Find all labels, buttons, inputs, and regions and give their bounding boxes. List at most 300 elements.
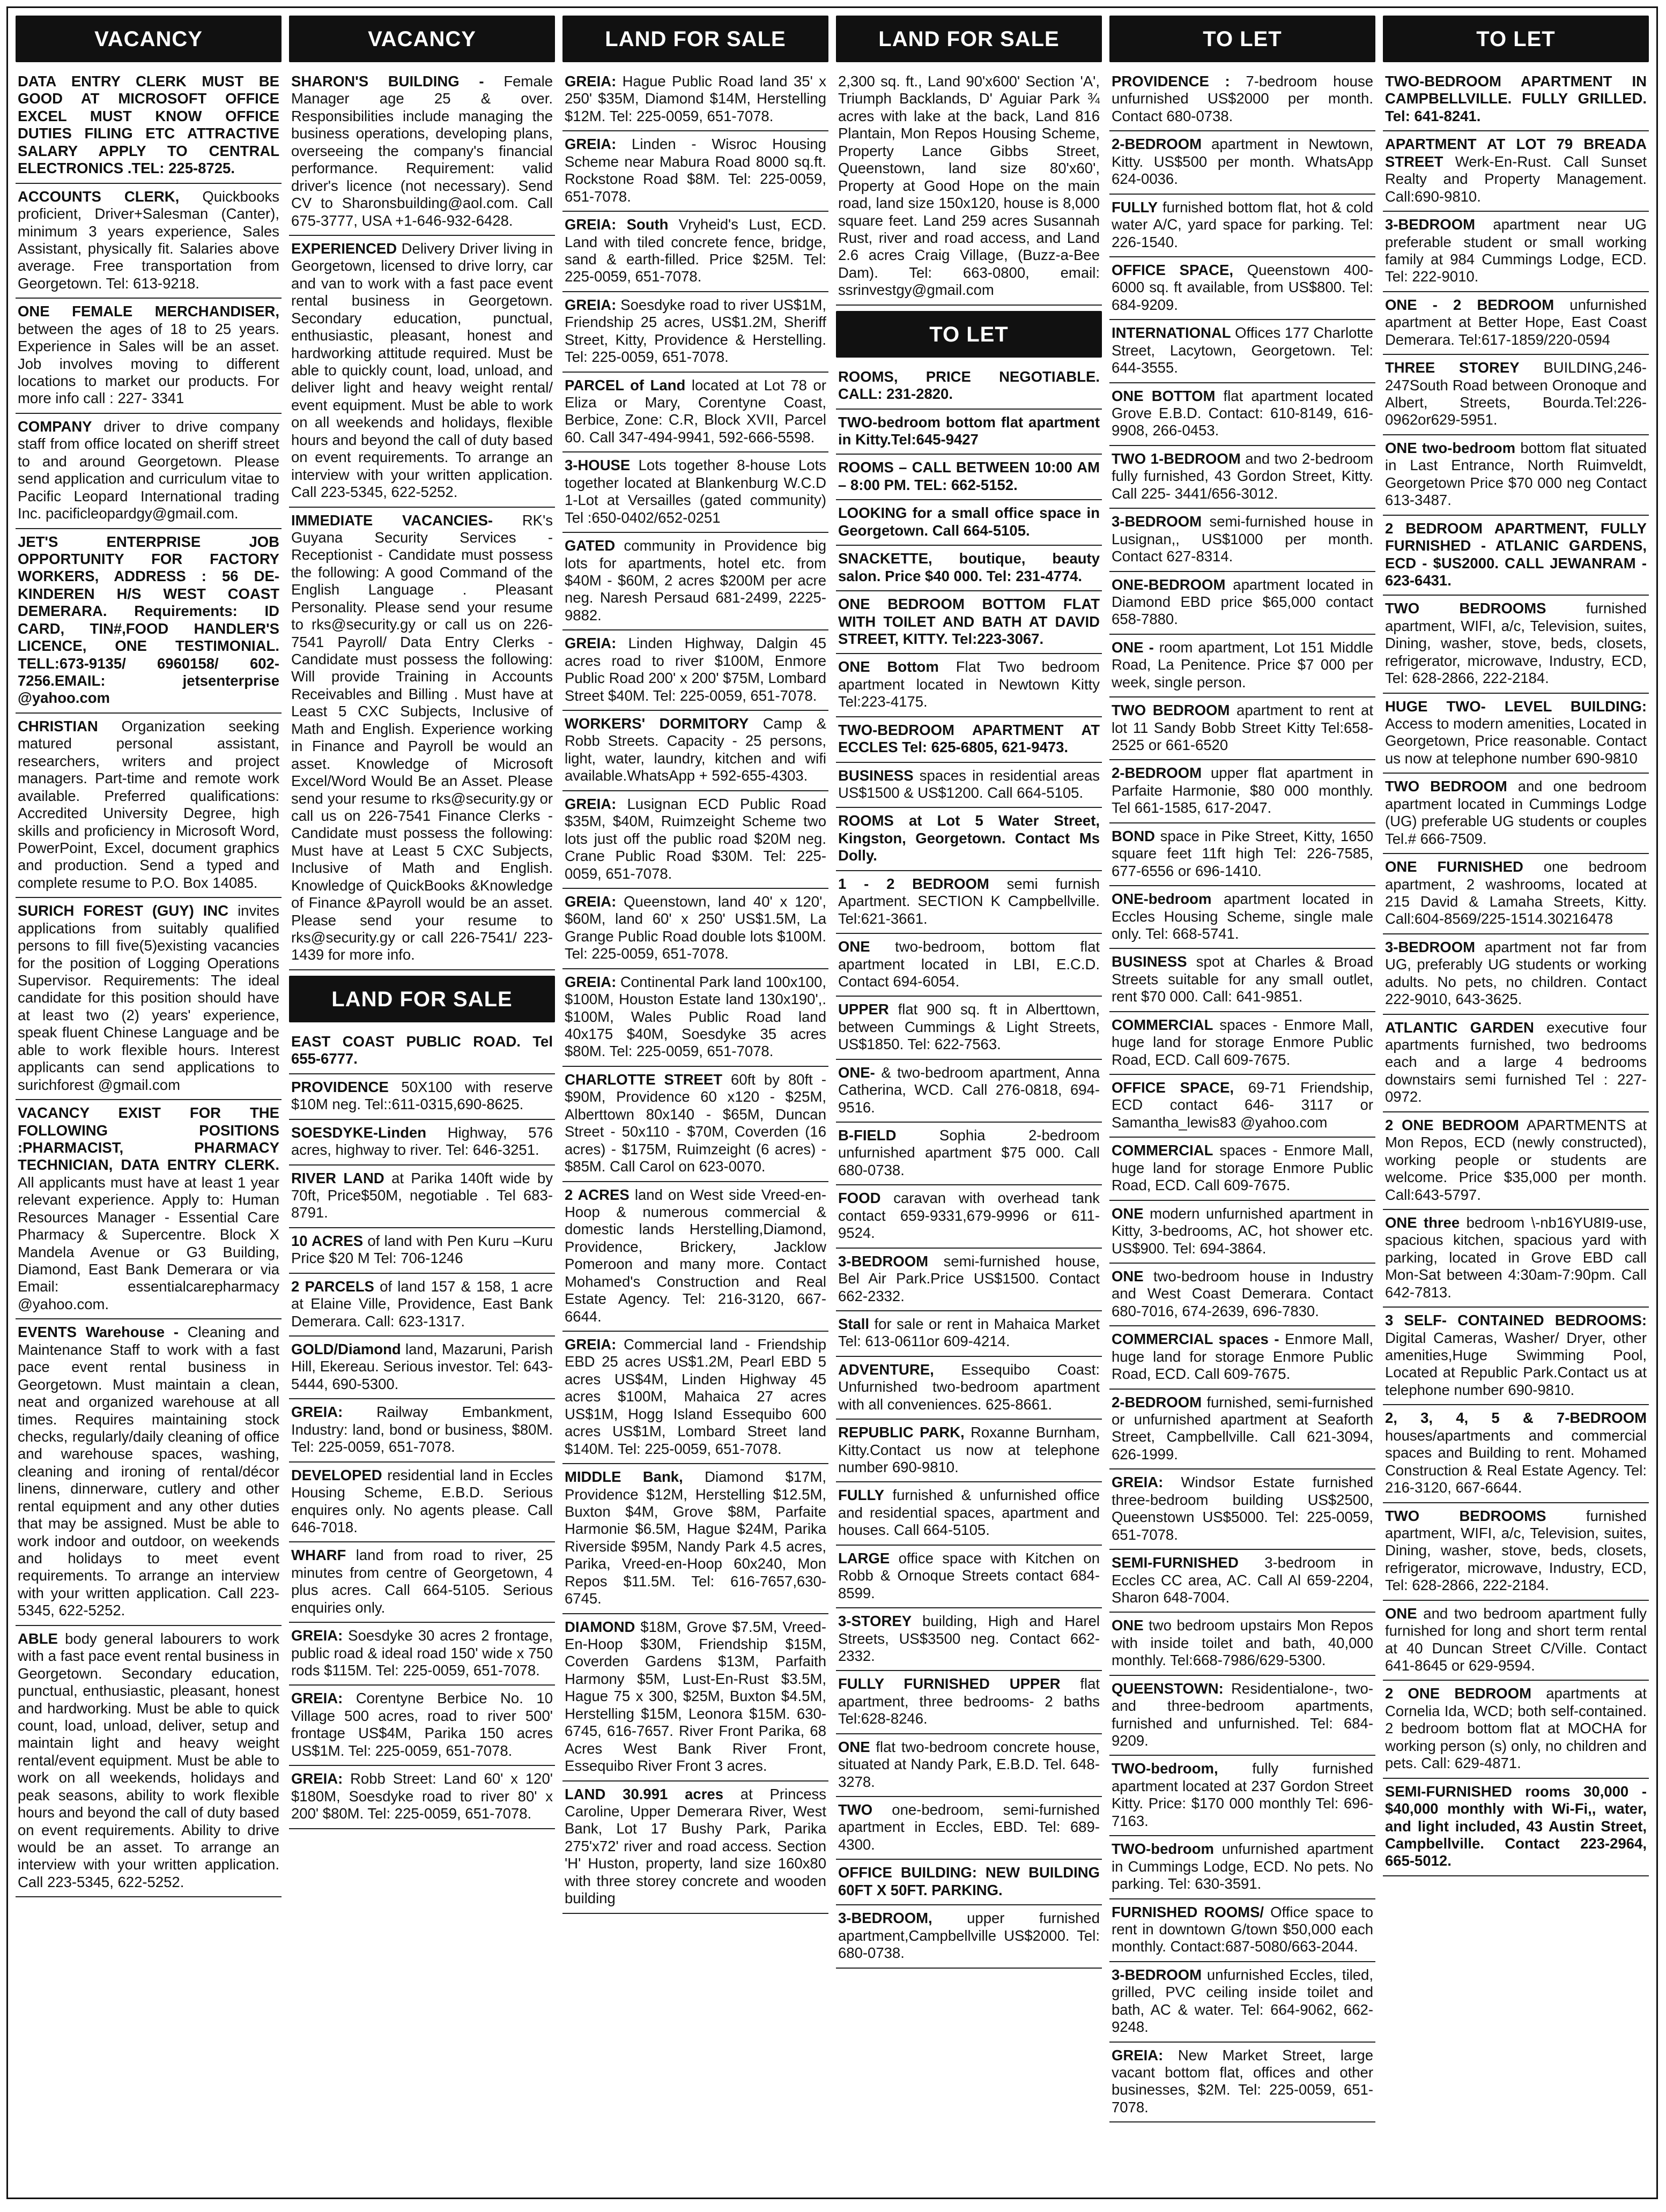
ad-text: Sophia 2-bedroom unfurnished apartment $75 000. Call 680-0738.	[838, 1127, 1100, 1178]
ad-text: Female Manager age 25 & over. Responsibilities include managing the business operations, developing plans, overseeing the company's financial performance. Requirement: valid driver's licence (not necessary). Send CV to Sharonsbuilding@aol.com. Call 675-3777, USA +1-646-932-6428.	[291, 73, 553, 229]
ad-lead: COMMERCIAL	[1112, 1016, 1213, 1033]
ad-list	[562, 69, 828, 1914]
ad-lead: REPUBLIC PARK,	[838, 1424, 965, 1441]
section-header: TO LET	[1383, 16, 1649, 62]
classified-ad	[16, 714, 282, 898]
classified-ad	[836, 1797, 1102, 1860]
ad-text: community in Providence big lots for apartments, hotel etc. from $40M - $60M, 2 acres $200M per acre neg. Naresh Persaud 681-2499, 2225-9882.	[565, 537, 827, 623]
ad-text: modern unfurnished apartment in Kitty, 3-bedrooms, AC, hot shower etc. US$900. Tel: 694-3864.	[1112, 1205, 1373, 1257]
ad-lead: WHARF	[291, 1547, 346, 1564]
ad-text: semi furnish Apartment. SECTION K Campbellville. Tel:621-3661.	[838, 875, 1100, 927]
ad-lead: PROVIDENCE :	[1112, 73, 1230, 90]
ad-lead: ONE	[1112, 1617, 1144, 1634]
classified-ad	[562, 1332, 828, 1464]
ad-lead: GREIA:	[1112, 1474, 1164, 1491]
ad-lead: DEVELOPED	[291, 1466, 382, 1483]
ad-lead: 3-BEDROOM	[1385, 938, 1476, 955]
ad-lead: TWO BEDROOMS	[1385, 1507, 1546, 1524]
ad-lead: TWO-BEDROOM APARTMENT IN CAMPBELLVILLE. FULLY GRILLED. Tel: 641-8241.	[1385, 73, 1647, 124]
column-3	[562, 16, 828, 2198]
classified-ad	[836, 1357, 1102, 1420]
ad-lead: PARCEL of Land	[565, 376, 686, 394]
classified-ad	[1109, 1550, 1375, 1613]
ad-text: flat two-bedroom concrete house, situated at Nandy Park, E.B.D. Tel. 648-3278.	[838, 1738, 1100, 1790]
classifieds-page	[6, 6, 1658, 2199]
classified-ad	[562, 452, 828, 533]
ad-text: spaces - Enmore Mall, huge land for storage Enmore Public Road, ECD. Call 609-7675.	[1112, 1142, 1373, 1194]
ad-lead: ROOMS at Lot 5 Water Street, Kingston, Georgetown. Contact Ms Dolly.	[838, 812, 1100, 864]
ad-lead: B-FIELD	[838, 1127, 897, 1144]
ad-lead: JET'S ENTERPRISE JOB OPPORTUNITY FOR FACTORY WORKERS, ADDRESS : 56 DE-KINDEREN H/S WEST COAST DEMERARA. Requirements: ID CARD, TIN#,FOOD HANDLER'S LICENCE, ONE TESTIMONIAL. TELL:673-9135/ 6960158/ 602-7256.EMAIL: jetsenterprise @yahoo.com	[18, 533, 279, 707]
classified-ad	[16, 69, 282, 184]
classified-ad	[1109, 320, 1375, 383]
ad-text: and one bedroom apartment located in Cummings Lodge (UG) preferable UG students or couples Tel.# 666-7509.	[1385, 778, 1647, 847]
ad-text: Lots together 8-house Lots together located at Blankenburg W.C.D 1-Lot at Versailles (gated community) Tel :650-0402/652-0251	[565, 457, 826, 526]
ad-text: 3-bedroom in Eccles CC area, AC. Call Al 659-2204, Sharon 648-7004.	[1112, 1554, 1373, 1606]
ad-lead: 2 BEDROOM APARTMENT, FULLY FURNISHED - ATLANIC GARDENS, ECD - $US2000. CALL JEWANRAM - 623-6431.	[1385, 519, 1647, 589]
classified-ad	[836, 1311, 1102, 1357]
ad-text: and two bedroom apartment fully furnished for long and short term rental at 40 Duncan Street C/Ville. Contact 641-8645 or 629-9594.	[1385, 1605, 1647, 1674]
ad-text: furnished & unfurnished office and residential spaces, apartment and houses. Call 664-5105.	[838, 1487, 1100, 1539]
ad-text: residential land in Eccles Housing Scheme, E.B.D. Serious enquires only. No agents please. Call 646-7018.	[291, 1466, 553, 1535]
classified-ad	[289, 1686, 555, 1766]
ad-text: RK's Guyana Security Services - Receptionist - Candidate must possess the following: A good Command of the English Language . Pleasant Personality. Please send your resume to rks@security.gy or call us on 226-7541 Payroll/ Data Entry Clerks - Candidate must possess the following: Will provide Training in Accounts Receivables and Billing . Must have at Least 5 CXC Subjects, Inclusive of Math and English. Experience working in Finance and Payroll be would an asset. Knowledge of Microsoft Excel/Word Would Be an Asset. Please send your resume to rks@security.gy or call us on 226-7541 Finance Clerks - Candidate must possess the following: Must have at Least 5 CXC Subjects, Inclusive of Math and English. Knowledge of QuickBooks &Knowledge of Finance &Payroll would be an asset. Please send your resume to rks@security.gy or call 226-7541/ 223-1439 for more info.	[291, 511, 553, 963]
ad-lead: OFFICE SPACE,	[1112, 1079, 1234, 1096]
ad-text: 50X100 with reserve $10M neg. Tel::611-0315,690-8625.	[291, 1078, 553, 1113]
ad-text: two bedroom upstairs Mon Repos with inside toilet and bath, 40,000 monthly. Tel:668-7986/629-5300.	[1112, 1617, 1374, 1669]
classified-ad	[1383, 1503, 1649, 1601]
ad-list	[16, 69, 282, 1897]
ad-text: flat apartment located Grove E.B.D. Contact: 610-8149, 616-9908, 266-0453.	[1112, 387, 1373, 439]
classified-ad	[16, 1100, 282, 1319]
classified-ad	[1383, 1210, 1649, 1308]
ad-lead: GATED	[565, 537, 616, 554]
classified-ad	[1109, 195, 1375, 257]
ad-lead: ROOMS – CALL BETWEEN 10:00 AM – 8:00 PM. TEL: 662-5152.	[838, 459, 1100, 493]
ad-lead: VACANCY EXIST FOR THE FOLLOWING POSITIONS :PHARMACIST, PHARMACY TECHNICIAN, DATA ENTRY CLERK.	[18, 1104, 279, 1174]
ad-text: space in Pike Street, Kitty, 1650 square feet 11ft high Tel: 226-7585, 677-6556 or 696-1410.	[1112, 827, 1373, 879]
classified-ad	[16, 184, 282, 299]
ad-lead: 2 ONE BEDROOM	[1385, 1685, 1531, 1702]
classified-ad	[562, 131, 828, 212]
classified-ad	[562, 1782, 828, 1914]
classified-ad	[289, 1623, 555, 1686]
section-header: VACANCY	[289, 16, 555, 62]
ad-list	[836, 69, 1102, 306]
ad-lead: ONE	[838, 1738, 870, 1755]
ad-text: located at Lot 78 or Eliza or Mary, Corentyne Coast, Berbice, Zone: C.R, Block XVII, Parcel 60. Call 347-494-9941, 592-666-5598.	[565, 376, 826, 446]
classified-ad	[1109, 446, 1375, 509]
ad-text: Cleaning and Maintenance Staff to work with a fast pace event rental business in Georgetown. Must maintain a clean, neat and organized warehouse at all times. Requires maintaining stock checks, regularly/daily cleaning of office and warehouse spaces, washing, cleaning and ironing of rental/décor linens, dinnerware, cutlery and other rental equipment and any other duties that may be assigned. Must be able to work indoor and outdoor, on weekends and holidays to meet event requirements. To arrange an interview with your written application. Call 223-5345, 622-5252.	[18, 1324, 280, 1619]
classified-ad	[289, 1074, 555, 1120]
ad-lead: OFFICE BUILDING: NEW BUILDING 60FT X 50FT. PARKING.	[838, 1864, 1100, 1898]
classified-ad	[1109, 949, 1375, 1012]
ad-text: apartment not far from UG, preferably UG students or working adults. No pets, no children. Contact 222-9010, 643-3625.	[1385, 938, 1647, 1008]
ad-list	[836, 364, 1102, 1969]
ad-text: Essequibo Coast: Unfurnished two-bedroom apartment with all conveniences. 625-8661.	[838, 1361, 1100, 1413]
ad-lead: GREIA:	[565, 73, 617, 90]
ad-text: unfurnished apartment in Cummings Lodge, ECD. No pets. No parking. Tel: 630-3591.	[1112, 1840, 1373, 1892]
classified-ad	[289, 1766, 555, 1829]
classified-ad	[1109, 697, 1375, 760]
classified-ad	[1109, 1899, 1375, 1962]
ad-text: spaces in residential areas US$1500 & US$1200. Call 664-5105.	[838, 767, 1100, 801]
classified-ad	[562, 373, 828, 453]
ad-list	[289, 1029, 555, 1829]
ad-text: Vryheid's Lust, ECD. Land with tiled concrete fence, bridge, sand & earth-filled. Price $25M. Tel: 225-0059, 651-7078.	[565, 216, 826, 285]
classified-ad	[1109, 1075, 1375, 1138]
classified-ad	[1383, 934, 1649, 1015]
ad-lead: ONE	[1112, 1267, 1144, 1285]
ad-text: two-bedroom house in Industry and West Coast Demerara. Contact 680-7016, 674-2639, 696-7830.	[1112, 1267, 1374, 1319]
ad-lead: GOLD/Diamond	[291, 1341, 401, 1357]
ad-text: Hague Public Road land 35' x 250' $35M, Diamond $14M, Herstelling $12M. Tel: 225-0059, 651-7078.	[565, 73, 827, 124]
classified-ad	[289, 1337, 555, 1399]
ad-text: land, Mazaruni, Parish Hill, Ekereau. Serious investor. Tel: 643-5444, 690-5300.	[291, 1341, 553, 1392]
ad-lead: ONE three	[1385, 1214, 1460, 1231]
section-header: TO LET	[1109, 16, 1375, 62]
ad-lead: 3-BEDROOM	[1112, 1966, 1202, 1983]
ad-lead: LARGE	[838, 1549, 890, 1567]
ad-lead: RIVER LAND	[291, 1169, 384, 1186]
ad-text: spaces - Enmore Mall, huge land for storage Enmore Public Road, ECD. Call 609-7675.	[1112, 1016, 1373, 1068]
classified-ad	[1109, 1201, 1375, 1264]
ad-lead: LAND 30.991 acres	[565, 1785, 723, 1802]
ad-text: All applicants must have at least 1 year relevant experience. Apply to: Human Resources Manager - Essential Care Pharmacy & Supercentre. Block X Mandela Avenue or G3 Building, Diamond, East Bank Demerara or via Email: essentialcarepharmacy @yahoo.com.	[18, 1174, 279, 1312]
ad-text: bedroom \-nb16YU8I9-use, spacious kitchen, spacious yard with parking, located in Grove EBD call Mon-Sat between 4:30am-7:90pm. Call 642-7813.	[1385, 1214, 1647, 1301]
ad-lead: TWO	[838, 1801, 873, 1818]
classified-ad	[1109, 823, 1375, 886]
classified-ad	[289, 1166, 555, 1228]
ad-lead: FULLY FURNISHED UPPER	[838, 1675, 1061, 1693]
classified-ad	[16, 898, 282, 1100]
ad-text: two-bedroom, bottom flat apartment located in LBI, E.C.D. Contact 694-6054.	[838, 938, 1100, 990]
ad-text: at Princess Caroline, Upper Demerara River, West Bank, Lot 17 Bushy Park, Parika 275'x72' river and road access. Section 'H' Huston, property, land size 160x80 with three storey concrete and wooden building	[565, 1785, 826, 1907]
classified-ad	[289, 1274, 555, 1337]
ad-text: Lusignan ECD Public Road $35M, $40M, Ruimzeight Scheme two lots just off the public road $20M neg. Crane Public Road $30M. Tel: 225-0059, 651-7078.	[565, 795, 827, 882]
classified-ad	[836, 1060, 1102, 1123]
section-header: LAND FOR SALE	[836, 16, 1102, 62]
ad-text: 69-71 Friendship, ECD contact 646- 3117 or Samantha_lewis83 @yahoo.com	[1112, 1079, 1373, 1131]
classified-ad	[1383, 1015, 1649, 1112]
classified-ad	[1109, 760, 1375, 823]
ad-list	[1109, 69, 1375, 2122]
ad-lead: TWO-bedroom	[1112, 1840, 1214, 1858]
ad-lead: ONE Bottom	[838, 658, 939, 676]
ad-text: Soesdyke 30 acres 2 frontage, public road & ideal road 150' wide x 750 rods $115M. Tel: 225-0059, 651-7078.	[291, 1627, 553, 1679]
ad-text: upper furnished apartment,Campbellville US$2000. Tel: 680-0738.	[838, 1910, 1100, 1962]
ad-text: Highway, 576 acres, highway to river. Tel: 646-3251.	[291, 1124, 553, 1159]
classified-ad	[836, 871, 1102, 934]
ad-lead: ACCOUNTS CLERK,	[18, 188, 180, 205]
ad-lead: 2, 3, 4, 5 & 7-BEDROOM	[1385, 1409, 1647, 1427]
classified-ad	[836, 1671, 1102, 1734]
ad-lead: TWO BEDROOMS	[1385, 600, 1546, 617]
ad-text: room apartment, Lot 151 Middle Road, La Penitence. Price $7 000 per week, single person.	[1112, 639, 1374, 691]
ad-lead: 3 SELF- CONTAINED BEDROOMS:	[1385, 1312, 1647, 1329]
ad-text: Werk-En-Rust. Call Sunset Realty and Property Management. Call:690-9810.	[1385, 153, 1647, 205]
ad-text: apartments at Cornelia Ida, WCD; both self-contained. 2 bedroom bottom flat at MOCHA for working person (s) only, no children and pets. Call: 629-4871.	[1385, 1685, 1647, 1772]
ad-text: fully furnished apartment located at 237 Gordon Street Kitty. Price: $170 000 monthly Tel: 696-7163.	[1112, 1760, 1373, 1829]
classified-ad	[836, 591, 1102, 654]
ad-lead: ONE FEMALE MERCHANDISER,	[18, 303, 279, 320]
ad-text: for sale or rent in Mahaica Market Tel: 613-0611or 609-4214.	[838, 1315, 1100, 1350]
ad-text: Office space to rent in downtown G/town $50,000 each monthly. Contact:687-5080/663-2044.	[1112, 1903, 1374, 1955]
ad-lead: ATLANTIC GARDEN	[1385, 1019, 1534, 1036]
ad-lead: HUGE TWO- LEVEL BUILDING:	[1385, 697, 1647, 715]
ad-lead: ONE	[838, 938, 870, 955]
classified-ad	[1383, 854, 1649, 934]
ad-text: semi-furnished house, Bel Air Park.Price US$1500. Contact 662-2332.	[838, 1252, 1100, 1304]
ad-text: office space with Kitchen on Robb & Ornoque Streets contact 684-8599.	[838, 1549, 1100, 1601]
classified-ad	[836, 997, 1102, 1059]
ad-lead: TWO 1-BEDROOM	[1112, 450, 1241, 467]
ad-lead: 3-STOREY	[838, 1613, 912, 1630]
ad-lead: 1 - 2 BEDROOM	[838, 875, 989, 892]
ad-text: Camp & Robb Streets. Capacity - 25 persons, light, water, laundry, kitchen and wifi available.WhatsApp + 592-655-4303.	[565, 715, 826, 784]
classified-ad	[1383, 1405, 1649, 1503]
ad-lead: 2-BEDROOM	[1112, 764, 1202, 782]
classified-ad	[562, 1614, 828, 1782]
classified-ad	[836, 934, 1102, 997]
ad-lead: ONE - 2 BEDROOM	[1385, 296, 1554, 313]
ad-text: 2,300 sq. ft., Land 90'x600' Section 'A', Triumph Backlands, D' Aguiar Park ¾ acres with lake at the back, Land 816 Plantain, Mon Repos Housing Scheme, Property Lance Gibbs Street, Queenstown, land size 80'x60', Property at Good Hope on the main road, land size 150x120, house is 8,000 square feet. Land 259 acres Susannah Rust, river and road access, and Land 2.6 acres Craig Village, (Buzz-a-Bee Dam). Tel: 663-0800, email: ssrinvestgy@gmail.com	[838, 73, 1100, 299]
ad-text: Commercial land - Friendship EBD 25 acres US$1.2M, Pearl EBD 5 acres US$4M, Linden Highway 45 acres $100M, Mahaica 27 acres US$1M, Hogg Island Essequibo 600 acres US$1M, Lombard Street land $140M. Tel: 225-0059, 651-7078.	[565, 1336, 827, 1457]
classified-ad	[289, 1463, 555, 1543]
ad-text: Linden Highway, Dalgin 45 acres road to river $100M, Enmore Public Road 200' x 200' $75M, Lombard Street $40M. Tel: 225-0059, 651-7078.	[565, 635, 826, 704]
ad-lead: GREIA:	[1112, 2046, 1164, 2063]
ad-text: Digital Cameras, Washer/ Dryer, other amenities,Huge Swimming Pool, Located at Republic Park.Contact us at telephone number 690-9810.	[1385, 1329, 1647, 1398]
classified-ad	[289, 69, 555, 236]
classified-ad	[562, 889, 828, 969]
ad-text: apartment in Newtown, Kitty. US$500 per month. WhatsApp 624-0036.	[1112, 136, 1374, 188]
classified-ad	[16, 1319, 282, 1625]
ad-lead: GREIA:	[565, 296, 617, 313]
classified-ad	[562, 1182, 828, 1332]
classified-ad	[1109, 1138, 1375, 1200]
ad-text: Flat Two bedroom apartment located in Newtown Kitty Tel:223-4175.	[838, 658, 1100, 710]
ad-lead: BOND	[1112, 827, 1155, 844]
classified-ad	[562, 1464, 828, 1614]
ad-lead: GREIA: South	[565, 216, 669, 233]
ad-text: houses/apartments and commercial spaces and Building to rent. Mohamed Construction & Real Estate Agency. Tel: 216-3120, 667-6644.	[1385, 1427, 1647, 1496]
ad-lead: COMMERCIAL	[1112, 1142, 1213, 1159]
classified-ad	[1109, 131, 1375, 194]
classified-ad	[1109, 572, 1375, 635]
section-header: VACANCY	[16, 16, 282, 62]
ad-text: between the ages of 18 to 25 years. Experience in Sales will be an asset. Job involves moving to different locations to market our products. For more info call : 227- 3341	[18, 320, 279, 407]
classified-ad	[836, 1860, 1102, 1905]
ad-text: of land 157 & 158, 1 acre at Elaine Ville, Providence, East Bank Demerara. Call: 623-1317.	[291, 1278, 553, 1330]
ad-lead: LOOKING for a small office space in Georgetown. Call 664-5105.	[838, 504, 1100, 539]
classified-ad	[1383, 1601, 1649, 1681]
ad-text: upper flat apartment in Parfaite Harmonie, $80 000 monthly. Tel 661-1585, 617-2047.	[1112, 764, 1373, 816]
classified-ad	[836, 1420, 1102, 1482]
ad-lead: PROVIDENCE	[291, 1078, 389, 1095]
ad-lead: 3-BEDROOM,	[838, 1910, 932, 1927]
classified-ad	[836, 410, 1102, 455]
ad-text: Residentialone-, two- and three-bedroom apartments, furnished and unfurnished. Tel: 684-9209.	[1112, 1680, 1373, 1749]
ad-lead: INTERNATIONAL	[1112, 324, 1231, 342]
classified-ad	[836, 1608, 1102, 1671]
ad-lead: TWO-BEDROOM APARTMENT AT ECCLES Tel: 625-6805, 621-9473.	[838, 721, 1100, 756]
ad-text: flat 900 sq. ft in Alberttown, between Cummings & Light Streets, US$1850. Tel: 622-7563.	[838, 1001, 1100, 1053]
classified-ad	[562, 969, 828, 1067]
ad-lead: QUEENSTOWN:	[1112, 1680, 1224, 1697]
classified-ad	[1383, 694, 1649, 774]
ad-text: building, High and Harel Streets, US$3500 neg. Contact 662-2332.	[838, 1613, 1100, 1664]
ad-text: Organization seeking matured personal assistant, researchers, writers and project managers. Part-time and remote work available. Preferred qualifications: Accredited University Degree, high skills and proficiency in Microsoft Word, PowerPoint, Excel, document graphics and production. Send a typed and complete resume to P.O. Box 14085.	[18, 717, 279, 891]
classified-ad	[289, 508, 555, 970]
ad-lead: ONE BOTTOM	[1112, 387, 1216, 404]
ad-lead: SNACKETTE, boutique, beauty salon. Price $40 000. Tel: 231-4774.	[838, 550, 1100, 584]
ad-list	[1383, 69, 1649, 1876]
classified-ad	[836, 1905, 1102, 1968]
ad-lead: GREIA:	[565, 136, 617, 153]
classified-ad	[1383, 596, 1649, 693]
classified-ad	[562, 1067, 828, 1182]
classified-ad	[836, 1123, 1102, 1185]
classified-ad	[16, 529, 282, 714]
classified-ad	[836, 717, 1102, 763]
ad-lead: FULLY	[838, 1487, 885, 1504]
ad-text: unfurnished Eccles, tiled, grilled, PVC ceiling inside toilet and bath, AC & water. Tel: 664-9062, 662-9248.	[1112, 1966, 1373, 2036]
ad-lead: GREIA:	[291, 1770, 343, 1787]
ad-text: & two-bedroom apartment, Anna Catherina, WCD. Call 276-0818, 694-9516.	[838, 1064, 1100, 1116]
classified-ad	[1383, 1681, 1649, 1778]
classified-ad	[1109, 69, 1375, 131]
ad-lead: ONE-BEDROOM	[1112, 576, 1226, 593]
classified-ad	[836, 500, 1102, 546]
ad-text: land from road to river, 25 minutes from centre of Georgetown, 4 plus acres. Call 664-5105. Serious enquiries only.	[291, 1547, 553, 1616]
ad-lead: ROOMS, PRICE NEGOTIABLE. CALL: 231-2820.	[838, 368, 1100, 403]
ad-lead: EAST COAST PUBLIC ROAD. Tel 655-6777.	[291, 1033, 553, 1067]
ad-text: Railway Embankment, Industry: land, bond or business, $80M. Tel: 225-0059, 651-7078.	[291, 1404, 553, 1456]
ad-lead: EVENTS Warehouse -	[18, 1324, 179, 1341]
column-2	[289, 16, 555, 2198]
column-5	[1109, 16, 1375, 2198]
ad-lead: GREIA:	[565, 635, 617, 652]
classified-ad	[1383, 435, 1649, 516]
classified-ad	[289, 1542, 555, 1623]
classified-ad	[562, 212, 828, 292]
ad-lead: COMPANY	[18, 418, 92, 435]
classified-ad	[836, 455, 1102, 500]
ad-lead: ONE BEDROOM BOTTOM FLAT WITH TOILET AND BATH AT DAVID STREET, KITTY. Tel:223-3067.	[838, 596, 1100, 647]
ad-text: Windsor Estate furnished three-bedroom building US$2500, Queenstown US$5000. Tel: 225-0059, 651-7078.	[1112, 1474, 1373, 1543]
ad-text: furnished apartment, WIFI, a/c, Television, suites, Dining, washer, stove, beds, closets, refrigerator, microwave, Industry, ECD, Tel: 628-2866, 222-2184.	[1385, 600, 1647, 687]
ad-text: Corentyne Berbice No. 10 Village 500 acres, road to river 500' frontage US$4M, Parika 150 acres US$1M. Tel: 225-0059, 651-7078.	[291, 1690, 553, 1759]
ad-lead: ONE -	[1112, 639, 1154, 656]
classified-ad	[836, 546, 1102, 591]
ad-text: bottom flat situated in Last Entrance, North Ruimveldt, Georgetown Price $70 000 neg Contact 613-3487.	[1385, 439, 1647, 509]
ad-text: Offices 177 Charlotte Street, Lacytown, Georgetown. Tel: 644-3555.	[1112, 324, 1373, 376]
ad-lead: 2 PARCELS	[291, 1278, 374, 1295]
classified-ad	[289, 1029, 555, 1074]
ad-lead: CHARLOTTE STREET	[565, 1071, 723, 1088]
section-header: TO LET	[836, 311, 1102, 358]
ad-text: one-bedroom, semi-furnished apartment in Eccles, EBD. Tel: 689-4300.	[838, 1801, 1100, 1853]
ad-text: unfurnished apartment at Better Hope, East Coast Demerara. Tel:617-1859/220-0594	[1385, 296, 1647, 348]
classified-ad	[1383, 212, 1649, 292]
ad-lead: SOESDYKE-Linden	[291, 1124, 427, 1141]
ad-lead: 10 ACRES	[291, 1232, 364, 1249]
classified-ad	[836, 1734, 1102, 1797]
ad-text: at Parika 140ft wide by 70ft, Price$50M, negotiable . Tel 683-8791.	[291, 1169, 553, 1221]
ad-lead: ONE	[1385, 1605, 1417, 1622]
ad-lead: OFFICE SPACE,	[1112, 261, 1233, 278]
ad-lead: ADVENTURE,	[838, 1361, 934, 1378]
classified-ad	[836, 808, 1102, 871]
ad-text: invites applications from suitably qualified persons to fill five(5)existing vacancies for the position of Logging Operations Supervisor. Requirements: The ideal candidate for this position should have at least two (2) years' experience, speak fluent Chinese Language and be able to work flexible hours. Interest applicants can send applications to surichforest @gmail.com	[18, 902, 280, 1093]
ad-lead: DIAMOND	[565, 1618, 635, 1635]
ad-lead: 3-BEDROOM	[838, 1252, 929, 1270]
ad-text: of land with Pen Kuru –Kuru Price $20 M Tel: 706-1246	[291, 1232, 553, 1267]
ad-text: Diamond $17M, Providence $12M, Herstelling $12.5M, Buxton $4M, Grove $8M, Parfaite Harmonie $6.5M, Hague $24M, Parika Riverside $95M, Nandy Park 4.5 acres, Parika, Vreed-en-Hoop 60x240, Mon Repos $11.5M. Tel: 616-7657,630-6745.	[565, 1468, 826, 1607]
ad-lead: ONE FURNISHED	[1385, 858, 1523, 875]
ad-lead: WORKERS' DORMITORY	[565, 715, 749, 732]
ad-text: 60ft by 80ft - $90M, Providence 60 x120 - $25M, Alberttown 80x140 - $65M, Duncan Street - 50x110 - $70M, Coverden (16 acres) - $175M, Ruimzeight (6 acres) - $85M. Call Carol on 623-0070.	[565, 1071, 826, 1175]
ad-text: apartment near UG preferable student or small working family at 984 Cummings Lodge, ECD. Tel: 222-9010.	[1385, 216, 1647, 285]
ad-text: Delivery Driver living in Georgetown, licensed to drive lorry, car and van to work with a fast pace event rental business in Georgetown. Secondary education, punctual, enthusiastic, pleasant, honest and hardworking attitude required. Must be able to quickly count, load, unload, and deliver light and heavy weight rental/ event equipment. Must be able to work on all weekends and holidays, flexible hours and beyond the call of duty based on event requirements. To arrange an interview with your written application. Call 223-5345, 622-5252.	[291, 240, 553, 501]
ad-lead: MIDDLE Bank,	[565, 1468, 683, 1486]
ad-lead: ONE-	[838, 1064, 875, 1081]
classified-ad	[836, 763, 1102, 808]
ad-text: driver to drive company staff from office located on sheriff street to and around Georgetown. Please send application and curriculum vitae to Pacific Leopard International trading Inc. pacificleopardgy@gmail.com.	[18, 418, 280, 522]
classified-ad	[1109, 257, 1375, 320]
ad-text: one bedroom apartment, 2 washrooms, located at 215 David & Lamaha Streets, Kitty. Call:604-8569/225-1514.30216478	[1385, 858, 1647, 927]
column-1	[16, 16, 282, 2198]
classified-ad	[1383, 69, 1649, 131]
ad-lead: SEMI-FURNISHED	[1112, 1554, 1239, 1571]
ad-text: Queenstown 400-6000 sq. ft available, from US$800. Tel: 684-9209.	[1112, 261, 1373, 313]
ad-lead: ABLE	[18, 1630, 58, 1647]
ad-text: spot at Charles & Broad Streets suitable for any small outlet, rent $70 000. Call: 641-9851.	[1112, 953, 1373, 1005]
classified-ad	[1109, 383, 1375, 446]
ad-text: furnished, semi-furnished or unfurnished apartment at Seaforth Street, Campbellville. Call 621-3094, 626-1999.	[1112, 1393, 1373, 1463]
ad-text: $18M, Grove $7.5M, Vreed-En-Hoop $30M, Friendship $15M, Coverden Gardens $13M, Parfaith Harmony $5M, Lust-En-Rust $3.5M, Hague 75 x 300, $25M, Buxton $4.5M, Herstelling $15M, Leonora $15M. 630-6745, 616-7657. River Front Parika, 68 Acres West Bank River Front, Essequibo River Front 3 acres.	[565, 1618, 826, 1775]
classified-ad	[1383, 1308, 1649, 1405]
ad-lead: TWO-bedroom bottom flat apartment in Kitty.Tel:645-9427	[838, 413, 1100, 448]
ad-lead: GREIA:	[565, 795, 617, 812]
classified-ad	[1109, 1836, 1375, 1899]
classified-ad	[1109, 509, 1375, 571]
ad-lead: GREIA:	[291, 1404, 343, 1421]
classified-ad	[1109, 1613, 1375, 1675]
ad-lead: IMMEDIATE VACANCIES-	[291, 511, 493, 529]
section-header: LAND FOR SALE	[289, 976, 555, 1022]
classified-ad	[16, 299, 282, 414]
ad-lead: EXPERIENCED	[291, 240, 397, 257]
ad-text: Enmore Mall, huge land for storage Enmore Public Road, ECD. Call 609-7675.	[1112, 1331, 1373, 1383]
ad-text: Linden - Wisroc Housing Scheme near Mabura Road 8000 sq.ft. Rockstone Road $8M. Tel: 225-0059, 651-7078.	[565, 136, 827, 205]
classified-ad	[1383, 355, 1649, 435]
classified-ad	[1383, 131, 1649, 212]
classified-ad	[836, 1482, 1102, 1545]
ad-lead: TWO BEDROOM	[1385, 778, 1507, 795]
column-6	[1383, 16, 1649, 2198]
ad-lead: APARTMENT AT LOT 79 BREADA STREET	[1385, 136, 1647, 170]
ad-text: caravan with overhead tank contact 659-9331,679-9996 or 611-9524.	[838, 1190, 1100, 1242]
classified-ad	[289, 1120, 555, 1166]
classified-ad	[1383, 774, 1649, 854]
classified-ad	[836, 654, 1102, 717]
ad-text: furnished bottom flat, hot & cold water A/C, yard space for parking. Tel: 226-1540.	[1112, 198, 1374, 250]
ad-lead: UPPER	[838, 1001, 889, 1018]
classified-ad	[562, 533, 828, 630]
classified-ad	[1109, 1390, 1375, 1470]
ad-lead: BUSINESS	[1112, 953, 1187, 970]
